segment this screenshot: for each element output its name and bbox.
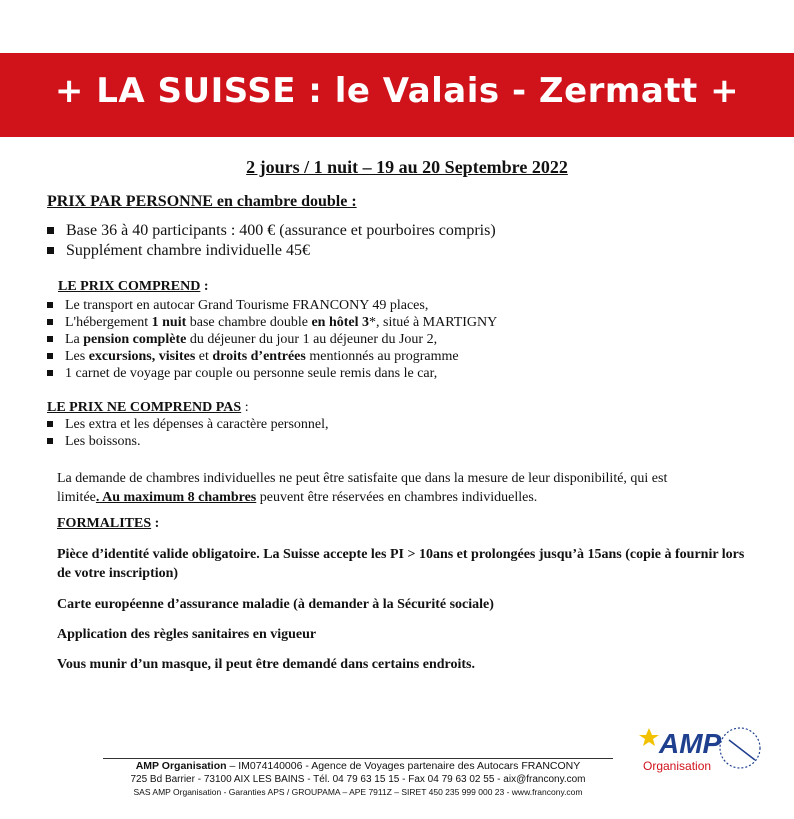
excludes-list (47, 416, 329, 450)
bullet-icon (47, 421, 53, 427)
bullet-icon (47, 319, 53, 325)
price-list (47, 221, 496, 261)
includes-heading: LE PRIX COMPREND : (58, 279, 209, 294)
bullet-icon (47, 438, 53, 444)
price-section-title: PRIX PAR PERSONNE en chambre double : (47, 193, 357, 210)
trip-dates: 2 jours / 1 nuit – 19 au 20 Septembre 2022 (246, 157, 568, 177)
list-item: La pension complète du déjeuner du jour 1 au déjeuner du Jour 2, (47, 331, 497, 348)
formalite-id: Pièce d’identité valide obligatoire. La Suisse accepte les PI > 10ans et prolongées jusqu’à 15ans (copie à fournir lors de votre inscription) (57, 547, 745, 581)
formalites-heading: FORMALITES : (57, 516, 160, 531)
list-item: Le transport en autocar Grand Tourisme FRANCONY 49 places, (47, 297, 497, 314)
title-banner (0, 53, 794, 137)
logo-compass-needle (729, 740, 755, 760)
excludes-heading: LE PRIX NE COMPREND PAS : (47, 400, 249, 415)
single-room-note: La demande de chambres individuelles ne peut être satisfaite que dans la mesure de leur disponibilité, qui est limitée. Au maximum 8 chambres peuvent être réservées en chambres individuelles. (57, 471, 668, 505)
list-item: L'hébergement 1 nuit base chambre double en hôtel 3*, situé à MARTIGNY (47, 314, 497, 331)
amp-logo (637, 722, 767, 782)
star-icon (639, 728, 659, 746)
footer-divider (103, 758, 613, 759)
formalite-mask: Vous munir d’un masque, il peut être demandé dans certains endroits. (57, 657, 475, 672)
formalite-sanitary-rules: Application des règles sanitaires en vigueur (57, 627, 317, 642)
list-item: Les boissons. (47, 433, 329, 450)
formalite-health-card: Carte européenne d’assurance maladie (à demander à la Sécurité sociale) (57, 597, 494, 612)
footer-line-1: AMP Organisation – IM074140006 - Agence de Voyages partenaire des Autocars FRANCONY (135, 760, 581, 772)
bullet-icon (47, 247, 54, 254)
list-item: Base 36 à 40 participants : 400 € (assurance et pourboires compris) (47, 221, 496, 241)
bullet-icon (47, 302, 53, 308)
list-item: Les extra et les dépenses à caractère personnel, (47, 416, 329, 433)
logo-brand: AMP (659, 728, 722, 759)
list-item: 1 carnet de voyage par couple ou personne seule remis dans le car, (47, 365, 497, 382)
list-item: Supplément chambre individuelle 45€ (47, 241, 496, 261)
includes-list (47, 297, 497, 382)
page-title: + LA SUISSE : le Valais - Zermatt + (54, 71, 740, 111)
list-item: Les excursions, visites et droits d’entrées mentionnés au programme (47, 348, 497, 365)
bullet-icon (47, 353, 53, 359)
logo-sub: Organisation (643, 759, 712, 773)
bullet-icon (47, 227, 54, 234)
footer-line-3: SAS AMP Organisation - Garanties APS / GROUPAMA – APE 7911Z – SIRET 450 235 999 000 23 - www.francony.com (133, 787, 583, 797)
bullet-icon (47, 336, 53, 342)
footer-line-2: 725 Bd Barrier - 73100 AIX LES BAINS - Tél. 04 79 63 15 15 - Fax 04 79 63 02 55 - aix@francony.com (130, 774, 586, 785)
bullet-icon (47, 370, 53, 376)
